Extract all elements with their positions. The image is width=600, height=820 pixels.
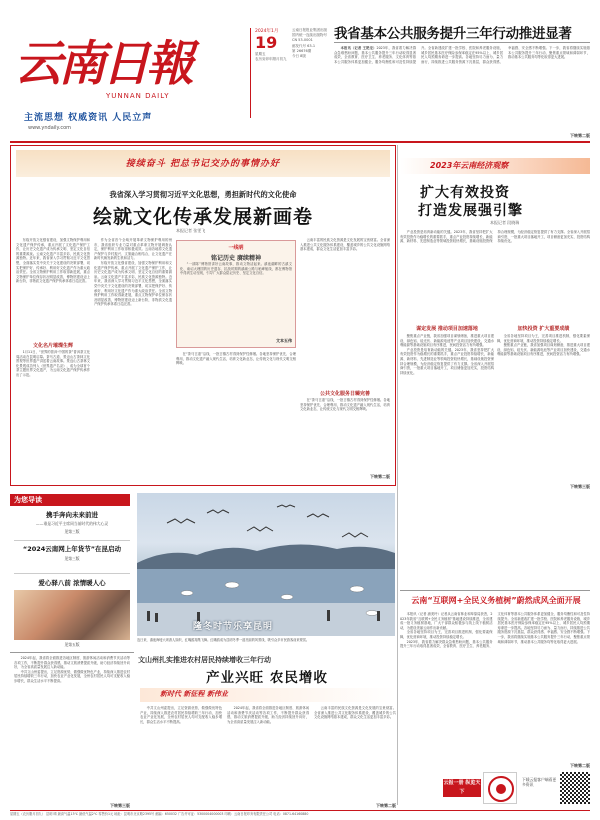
newspaper-logo: 云南日報 [14, 36, 191, 92]
featured-col2-text: 作为全省首个全域开展革命文物保护利用的州市，我省组织专业力量对重点革命文物开展调查认定，保护利用工作取得积极成效。云南各地将文化遗产保护与乡村振兴、文旅融合相结合，让文化遗产在新时代焕发新的生机和活力。 [94, 238, 172, 261]
featured-continued[interactable]: 下转第二版 [370, 474, 390, 479]
internet-article-text: 本报讯（记者 浦美玲）记者从云南省林业和草原局获悉，2023年我省“互联网+全民义务植树”基地建设持续推进，全省建成一批义务植树基地，广大干部群众积极参与线上线下植树活动，为建设美丽云南作出新贡献。 [400, 612, 493, 630]
economy-body-2-text: 聚焦重点产业链，我省加强项目谋划储备，推进重大项目建设，绿色铝、硅光伏、新能源电池等产业项目加快建设，交通水利能源等基础设施项目有序推进，民间投资活力有所增强。 [400, 334, 494, 348]
issue-info [292, 28, 330, 118]
rural-subtitle: 文山州扎实推进农村居民持续增收三年行动 [138, 656, 271, 664]
top-article-headline[interactable]: 我省基本公共服务提升三年行动推进显著 [334, 26, 572, 42]
featured-col3-text: 在“茶马古道”沿线，一批古镇古村得到保护性修缮。各地坚持保护优先、合理利用，推动文化遗产融入现代生活，培育文化新业态，让传统文化与现代文明交相辉映。 [176, 352, 296, 366]
divider [400, 590, 590, 591]
guide-item-title: 携手奔向未来前进 [46, 511, 98, 519]
featured-col2-text-extra: 东临开放文化强省建设，加强文物保护利用和文化遗产保护传承，重点开展了文化遗产保护工作，让历史文化遗产成为传承文明、坚定文化自信的重要源泉。云南文化遗产丰富多彩，民族文化资源独特。近年来，我省深入学习贯彻习近平文化思想，全面落实党中央关于文化建设的决策部署，切实把保护好、传承好、利用好文化遗产作为重大政治责任。全省文物保护利用工作取得新进展，重点文物保护单位保存状况明显改善，博物馆建设迈上新台阶，非物质文化遗产保护传承体系日趋完善。 [94, 260, 172, 307]
rural-body [140, 706, 396, 802]
issue-line: 第 26676期 [292, 48, 312, 53]
economy-subhead-2: 加快投资 扩大重要成绩 [517, 326, 570, 332]
newspaper-logo-en: YUNNAN DAILY [106, 92, 170, 100]
column-divider [397, 145, 398, 805]
top-article-byline: 本报讯（记者 王艳龙） [340, 46, 377, 50]
sidebar-editor: 文本五伟 [276, 338, 292, 343]
economy-body-3 [497, 334, 590, 484]
qr-left-label: 云报一册 纵览天下 [443, 780, 481, 795]
photo-caption: 隆冬时节乐享昆明 [193, 622, 274, 632]
featured-col3 [176, 352, 296, 478]
rural-body-extra2: 云南丰富的民族文化资源是文化发展的宝贵财富。全省深入推进公共文化服务体系建设，覆盖城乡的公共文化设施网络基本建成，群众文化生活更加丰富多彩。 [314, 706, 396, 720]
rural-kicker: 新时代 新征程 新伟业 [160, 690, 228, 698]
featured-col3-subhead: 公共文化服务日臻完善 [319, 391, 370, 397]
divider [14, 540, 130, 541]
economy-byline: 本报记者 段晓瑞 [490, 220, 520, 225]
date-box [250, 28, 288, 118]
featured-headline[interactable]: 绘就文化传承发展新画卷 [92, 206, 313, 228]
featured-col1-subhead: 文化名片璀璨生辉 [32, 343, 73, 349]
seal-logo-icon [483, 772, 517, 804]
weekday: 星期五 [255, 52, 266, 56]
qr-right-label: 下载云报客户端看更多资讯 [522, 777, 557, 787]
economy-body [400, 230, 590, 322]
featured-col1-text: 东临开放文化强省建设，加强文物保护利用和文化遗产保护传承，重点开展了文化遗产保护工作，让历史文化遗产成为传承文明、坚定文化自信的重要源泉。云南文化遗产丰富多彩，民族文化资源独特。近年来，我省深入学习贯彻习近平文化思想，全面落实党中央关于文化建设的决策部署，切实把保护好、传承好、利用好文化遗产作为重大政治责任。全省文物保护利用工作取得新进展，重点文物保护单位保存状况明显改善，博物馆建设迈上新台阶，非物质文化遗产保护传承体系日趋完善。 [16, 238, 90, 284]
date-day: 19 [255, 33, 278, 52]
guide-photo [14, 590, 130, 640]
internet-article-headline[interactable]: 云南“互联网+全民义务植树”蔚然成风全面开展 [411, 596, 581, 605]
economy-headline-line2[interactable]: 打造发展强引擎 [418, 203, 523, 219]
issue-line: 国内统一连续出版物号 [292, 33, 327, 38]
divider [334, 42, 590, 43]
issue-line: 邮发代号 63-1 [292, 43, 316, 48]
guide-body [14, 656, 130, 802]
top-article-continued[interactable]: 下转第二版 [570, 133, 590, 138]
featured-col4b [300, 398, 390, 472]
internet-article-extra2: 2023年，我省着力解决群众急难愁盼问题，基本公共服务提升三年行动取得显著成效，全省教育、医疗卫生、养老服务、文化体育等基本公共服务体系更加健全，服务均衡性和可及性持续提升。全省新建改扩建一批学校、医院和养老服务设施，城乡居民基本医疗保险参保率稳定在95%以上，城乡居民人均预期寿命进一步提高。各地坚持尽力而为、量力而行，持续推进公共服务资源下沉基层，群众获得感、幸福感、安全感不断增强。下一步，我省将继续实施基本公共服务提升三年行动，聚焦重点领域和薄弱环节，推动基本公共服务均等化取得更大进展。 [400, 612, 590, 649]
sidebar-body [180, 262, 292, 336]
guide-item-detail: ——谁是习近平主席同当前时代的伟大心灵 [35, 521, 109, 526]
issue-line: 云南日报报业集团出版 [292, 28, 327, 32]
top-article-text: 2023年，我省着力解决群众急难愁盼问题，基本公共服务提升三年行动取得显著成效，全省教育、医疗卫生、养老服务、文化体育等基本公共服务体系更加健全，服务均衡性和可及性持续提升。全省新建改扩建一批学校、医院和养老服务设施，城乡居民基本医疗保险参保率稳定在95%以上，城乡居民人均预期寿命进一步提高。各地坚持尽力而为、量力而行，持续推进公共服务资源下沉基层，群众获得感、幸福感、安全感不断增强。下一步，我省将继续实施基本公共服务提升三年行动，聚焦重点领域和薄弱环节，推动基本公共服务均等化取得更大进展。 [334, 46, 590, 64]
guide-item-title: 爱心驿八前 浓情暖人心 [38, 579, 106, 587]
guide-body-text: 2024年起，我省将全面推进各地区制度、旅游休闲活动和消费节庆活动等各项工作，不断提升群众获得感，推动文旅消费提质升级，助力经济持续回升向好，为全省高质量发展注入新动能。 [14, 656, 130, 670]
photo-illustration [137, 493, 395, 636]
lunar-date: 农历癸卯年腊月初九 [255, 57, 287, 61]
photo-description: 连日来，滇池海埂大坝游人如织，红嘴鸥翔集飞舞。红嘴鸥成为昆明冬季一道亮丽的风景线，吸引众多市民游客前来观赏。 [137, 638, 310, 642]
guide-continued[interactable]: 下转第三版 [110, 803, 130, 808]
slogan: 主流思想 权威资讯 人民立声 [24, 113, 153, 123]
footer-info: 星期五（农历腊月初九） 昆明 晴 最高气温13℃ 最低气温2℃ 零售价1元 地址：昆明市北京路2395号 邮编：650032 广告许可证：5300004000003 印刷：云南日报印务有限责任公司 电话：0871-64160880 [10, 812, 309, 816]
news-photo [137, 493, 395, 636]
website-link[interactable]: www.yndaily.com [28, 125, 72, 131]
economy-continued[interactable]: 下转第三版 [570, 484, 590, 489]
featured-byline: 本报记者 张雯飞 [176, 228, 206, 233]
guide-item-page: 见第三版 [64, 556, 80, 561]
qr-code-icon[interactable] [560, 772, 590, 804]
economy-body-3-text: 全省各地坚持项目为王，完善项目推进机制，强化要素保障，优化营商环境，推动投资持续稳定增长。 [497, 334, 590, 343]
sidebar-body-text: “一部陈”博物馆讲好云南故事，推动文物活起来。滇池湖畔的古滇文化、南诏大理国的历史遗存、抗战时期的滇缅公路与驼峰航线，都在博物馆中得到生动呈现，引导广大群众铭记历史、坚定文化自信。 [180, 262, 292, 276]
sidebar-label: 一线明 [228, 245, 244, 251]
economy-body-text: 产业投资是培育新动能的关键。2023年，我省坚持把扩大有效投资作为稳增长的重要抓手，重点产业投资持续增长，新能源、新材料、先进制造业等领域投资较快增长，基础设施投资保持合理规模，为经济稳定恢复提供了有力支撑。全省深入开展招商引资，一批重大项目落地开工，项目储备更加充实，投资结构持续优化。 [400, 230, 590, 244]
issue-line: 今日 8版 [292, 54, 306, 59]
guide-body-extra: 中共文山州委提出，立足资源优势，做强做优特色产业，持续深入推进农村居民持续增收三年行动，加快农业产业化发展，全州农村居民人均可支配收入稳步增长，群众生活水平不断提高。 [14, 669, 130, 683]
masthead [14, 12, 252, 138]
guide-item-page: 见第五版 [64, 642, 80, 647]
date-year: 2024年1月 [255, 29, 279, 34]
economy-body-2 [400, 334, 494, 484]
divider [10, 652, 134, 653]
distant-hills [137, 544, 395, 571]
issue-line: CN 53-0001 [292, 38, 313, 43]
featured-col4b-text: 在“茶马古道”沿线，一批古镇古村得到保护性修缮。各地坚持保护优先、合理利用，推动文化遗产融入现代生活，培育文化新业态，让传统文化与现代文明交相辉映。 [300, 398, 390, 412]
rural-continued[interactable]: 下转第二版 [376, 803, 396, 808]
economy-banner-text: 2023年云南经济观察 [430, 161, 509, 170]
rural-body-text: 中共文山州委提出，立足资源优势，做强做优特色产业，持续深入推进农村居民持续增收三年行动，加快农业产业化发展，全州农村居民人均可支配收入稳步增长，群众生活水平不断提高。 [140, 706, 222, 724]
seal-icon [484, 773, 518, 805]
guide-item[interactable] [14, 545, 130, 562]
internet-article-body [400, 612, 590, 762]
economy-body-2-extra: 产业投资是培育新动能的关键。2023年，我省坚持把扩大有效投资作为稳增长的重要抓手，重点产业投资持续增长，新能源、新材料、先进制造业等领域投资较快增长，基础设施投资保持合理规模，为经济稳定恢复提供了有力支撑。全省深入开展招商引资，一批重大项目落地开工，项目储备更加充实，投资结构持续优化。 [400, 347, 494, 375]
top-article-body [334, 46, 590, 132]
featured-col1b-text: 1月11日，“世界的普洱·中国的茶”普洱茶文化周活动在昆明启幕。茶马古道、景迈山古茶林文化景观等世界遗产讲述着云南故事。景迈山古茶林文化景观成功列入《世界遗产名录》，成为全球首个茶主题世界文化遗产，为云南文化遗产保护传承作出了示范。 [16, 350, 90, 377]
rural-headline[interactable]: 产业兴旺 农民增收 [206, 670, 328, 686]
featured-col4-text: 云南丰富的民族文化资源是文化发展的宝贵财富。全省深入推进公共文化服务体系建设，覆盖城乡的公共文化设施网络基本建成，群众文化生活更加丰富多彩。 [300, 238, 390, 252]
masthead-divider [10, 141, 590, 143]
internet-article-extra: 全省各地坚持项目为王，完善项目推进机制，强化要素保障，优化营商环境，推动投资持续稳定增长。 [400, 630, 493, 639]
divider [14, 573, 130, 574]
guide-label: 为您导读 [14, 496, 42, 504]
rural-body-extra: 2024年起，我省将全面推进各地区制度、旅游休闲活动和消费节庆活动等各项工作，不断提升群众获得感，推动文旅消费提质升级，助力经济持续回升向好，为全省高质量发展注入新动能。 [227, 706, 309, 724]
guide-item-page: 见第三版 [64, 529, 80, 534]
internet-continued[interactable]: 下转第二版 [570, 763, 590, 768]
featured-col4 [300, 238, 390, 386]
guide-item[interactable] [14, 510, 130, 535]
featured-col2 [94, 238, 172, 478]
economy-headline-line1[interactable]: 扩大有效投资 [420, 185, 510, 201]
economy-body-3-extra: 聚焦重点产业链，我省加强项目谋划储备，推进重大项目建设，绿色铝、硅光伏、新能源电池等产业项目加快建设，交通水利能源等基础设施项目有序推进，民间投资活力有所增强。 [497, 343, 590, 357]
sidebar-title: 铭记历史 赓续精神 [210, 255, 262, 262]
featured-col1b [16, 350, 90, 478]
featured-kicker: 接续奋斗 把总书记交办的事情办好 [125, 159, 281, 169]
economy-subhead-1: 谋定发展 推动项目加速落地 [416, 326, 478, 332]
guide-item-title: “2024云南网上年货节”在昆启动 [22, 545, 122, 553]
guide-item[interactable] [14, 578, 130, 587]
featured-col1 [16, 238, 90, 338]
featured-subtitle: 我省深入学习贯彻习近平文化思想，勇担新时代的文化使命 [109, 190, 297, 199]
